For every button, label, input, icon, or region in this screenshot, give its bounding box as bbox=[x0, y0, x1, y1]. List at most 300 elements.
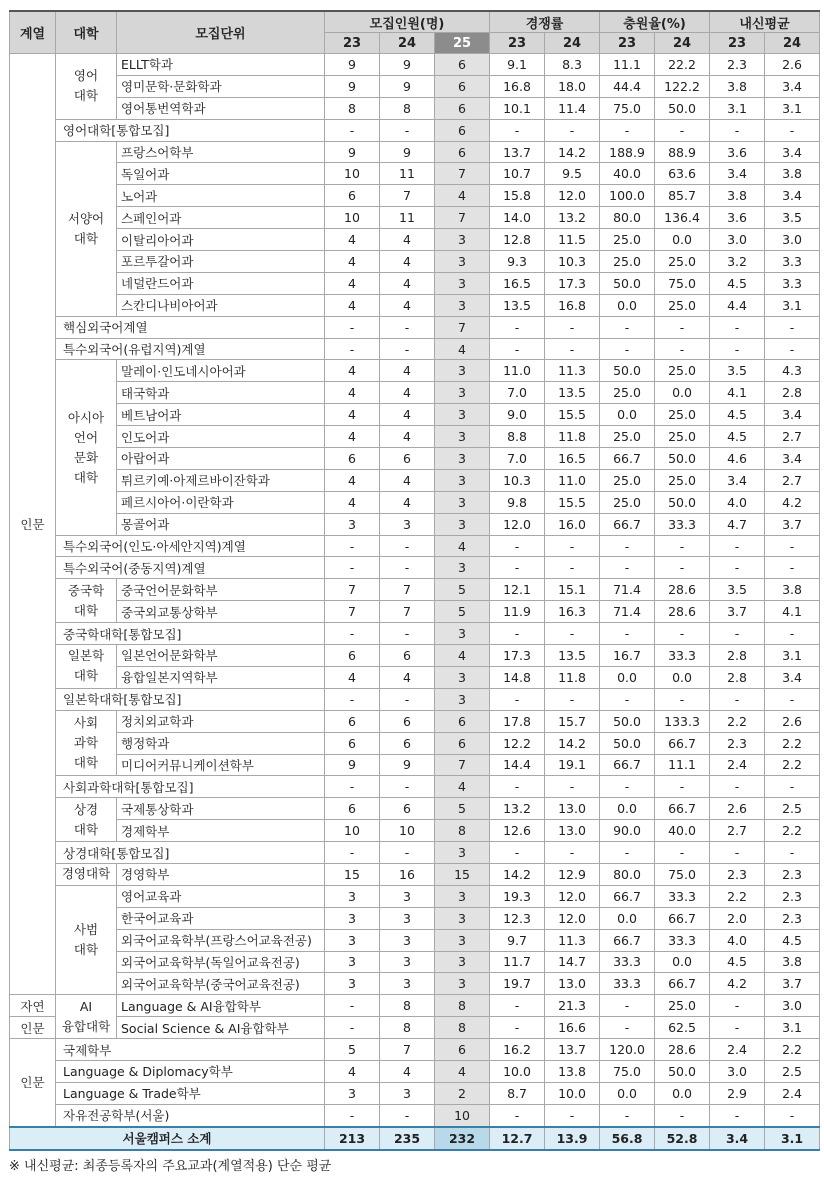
value-cell: 2.4 bbox=[765, 1082, 820, 1104]
table-row bbox=[10, 426, 820, 448]
value-cell: 4 bbox=[380, 251, 435, 273]
value-cell: 25.0 bbox=[600, 382, 655, 404]
value-cell: - bbox=[655, 338, 710, 360]
value-cell: 5 bbox=[435, 579, 490, 601]
value-cell: 25.0 bbox=[600, 229, 655, 251]
value-cell: 10 bbox=[325, 820, 380, 842]
table-row bbox=[10, 645, 820, 667]
unit-label: 이탈리아어과 bbox=[117, 229, 325, 251]
value-cell: 63.6 bbox=[655, 163, 710, 185]
total-value-cell: 3.1 bbox=[765, 1127, 820, 1150]
value-cell: 4 bbox=[325, 229, 380, 251]
value-cell: 50.0 bbox=[600, 732, 655, 754]
value-cell: - bbox=[325, 535, 380, 557]
value-cell: 9.1 bbox=[490, 54, 545, 76]
value-cell: 3 bbox=[435, 623, 490, 645]
value-cell: 4 bbox=[380, 426, 435, 448]
total-value-cell: 232 bbox=[435, 1127, 490, 1150]
value-cell: - bbox=[710, 119, 765, 141]
value-cell: 3 bbox=[435, 951, 490, 973]
value-cell: 7 bbox=[325, 601, 380, 623]
value-cell: 13.8 bbox=[545, 1060, 600, 1082]
value-cell: 3 bbox=[435, 973, 490, 995]
value-cell: 16.3 bbox=[545, 601, 600, 623]
value-cell: 28.6 bbox=[655, 1039, 710, 1061]
value-cell: 4.5 bbox=[710, 404, 765, 426]
value-cell: 4 bbox=[325, 272, 380, 294]
value-cell: 3 bbox=[325, 513, 380, 535]
value-cell: - bbox=[765, 535, 820, 557]
value-cell: 9.7 bbox=[490, 929, 545, 951]
college-cell: 일본학 대학 bbox=[56, 645, 117, 689]
value-cell: 4 bbox=[380, 1060, 435, 1082]
value-cell: - bbox=[490, 119, 545, 141]
unit-label: 특수외국어(중동지역)계열 bbox=[56, 557, 325, 579]
value-cell: 2.6 bbox=[765, 54, 820, 76]
value-cell: 3.4 bbox=[710, 469, 765, 491]
value-cell: 25.0 bbox=[655, 469, 710, 491]
value-cell: 10.0 bbox=[490, 1060, 545, 1082]
header-year-23: 23 bbox=[600, 33, 655, 54]
value-cell: 2.2 bbox=[765, 1039, 820, 1061]
value-cell: - bbox=[380, 623, 435, 645]
value-cell: 3.1 bbox=[765, 645, 820, 667]
footnote: ※ 내신평균: 최종등록자의 주요교과(계열적용) 단순 평균 bbox=[9, 1159, 332, 1174]
value-cell: 3 bbox=[435, 842, 490, 864]
value-cell: 15.8 bbox=[490, 185, 545, 207]
value-cell: 3.4 bbox=[765, 75, 820, 97]
value-cell: 18.0 bbox=[545, 75, 600, 97]
value-cell: - bbox=[490, 1017, 545, 1039]
value-cell: 3.4 bbox=[765, 185, 820, 207]
value-cell: 2.3 bbox=[765, 907, 820, 929]
value-cell: 19.1 bbox=[545, 754, 600, 776]
unit-label: 튀르키예·아제르바이잔학과 bbox=[117, 469, 325, 491]
value-cell: 66.7 bbox=[655, 973, 710, 995]
value-cell: 13.0 bbox=[545, 798, 600, 820]
value-cell: 5 bbox=[435, 601, 490, 623]
value-cell: - bbox=[490, 776, 545, 798]
unit-label: 태국학과 bbox=[117, 382, 325, 404]
value-cell: 2.6 bbox=[765, 710, 820, 732]
value-cell: 6 bbox=[380, 645, 435, 667]
value-cell: 4 bbox=[435, 338, 490, 360]
value-cell: 13.5 bbox=[545, 645, 600, 667]
value-cell: 3 bbox=[325, 907, 380, 929]
college-cell: AI 융합대학 bbox=[56, 995, 117, 1039]
admission-table-wrapper bbox=[9, 10, 819, 1151]
value-cell: - bbox=[490, 995, 545, 1017]
value-cell: 12.8 bbox=[490, 229, 545, 251]
value-cell: 66.7 bbox=[655, 732, 710, 754]
header-competition: 경쟁률 bbox=[490, 11, 600, 33]
value-cell: 15.7 bbox=[545, 710, 600, 732]
value-cell: - bbox=[655, 688, 710, 710]
value-cell: 2.3 bbox=[765, 863, 820, 885]
value-cell: 3.8 bbox=[765, 951, 820, 973]
header-year-24: 24 bbox=[765, 33, 820, 54]
value-cell: 17.3 bbox=[545, 272, 600, 294]
value-cell: 3 bbox=[435, 885, 490, 907]
value-cell: 4 bbox=[380, 491, 435, 513]
value-cell: 3.3 bbox=[765, 251, 820, 273]
value-cell: 3.8 bbox=[710, 185, 765, 207]
value-cell: 4 bbox=[435, 535, 490, 557]
value-cell: 4 bbox=[380, 382, 435, 404]
table-row bbox=[10, 754, 820, 776]
value-cell: 2.2 bbox=[765, 754, 820, 776]
value-cell: 9 bbox=[325, 54, 380, 76]
value-cell: 3.7 bbox=[710, 601, 765, 623]
value-cell: 3 bbox=[325, 951, 380, 973]
unit-label: 자유전공학부(서울) bbox=[56, 1104, 325, 1126]
value-cell: 12.0 bbox=[490, 513, 545, 535]
value-cell: - bbox=[545, 688, 600, 710]
value-cell: 3.6 bbox=[710, 207, 765, 229]
value-cell: 6 bbox=[380, 732, 435, 754]
value-cell: 4 bbox=[325, 404, 380, 426]
value-cell: 8 bbox=[435, 995, 490, 1017]
unit-label: 영어교육과 bbox=[117, 885, 325, 907]
value-cell: 2.7 bbox=[765, 469, 820, 491]
unit-label: 미디어커뮤니케이션학부 bbox=[117, 754, 325, 776]
value-cell: 6 bbox=[435, 710, 490, 732]
value-cell: 8 bbox=[435, 820, 490, 842]
value-cell: 7.0 bbox=[490, 382, 545, 404]
value-cell: 10.1 bbox=[490, 97, 545, 119]
unit-label: 중국언어문화학부 bbox=[117, 579, 325, 601]
value-cell: 120.0 bbox=[600, 1039, 655, 1061]
value-cell: 3.4 bbox=[765, 404, 820, 426]
unit-label: 네덜란드어과 bbox=[117, 272, 325, 294]
value-cell: 10 bbox=[435, 1104, 490, 1126]
value-cell: 25.0 bbox=[655, 360, 710, 382]
unit-label: 행정학과 bbox=[117, 732, 325, 754]
value-cell: 6 bbox=[435, 97, 490, 119]
value-cell: 90.0 bbox=[600, 820, 655, 842]
value-cell: 4.0 bbox=[710, 491, 765, 513]
value-cell: - bbox=[600, 995, 655, 1017]
value-cell: 50.0 bbox=[600, 360, 655, 382]
value-cell: - bbox=[600, 119, 655, 141]
value-cell: 15 bbox=[435, 863, 490, 885]
value-cell: 4 bbox=[435, 185, 490, 207]
value-cell: 28.6 bbox=[655, 579, 710, 601]
header-year-24: 24 bbox=[380, 33, 435, 54]
value-cell: 16.7 bbox=[600, 645, 655, 667]
value-cell: 188.9 bbox=[600, 141, 655, 163]
value-cell: 3 bbox=[435, 557, 490, 579]
value-cell: 3.5 bbox=[710, 579, 765, 601]
table-row bbox=[10, 251, 820, 273]
value-cell: 100.0 bbox=[600, 185, 655, 207]
value-cell: 10 bbox=[325, 207, 380, 229]
value-cell: 7 bbox=[380, 1039, 435, 1061]
value-cell: 19.3 bbox=[490, 885, 545, 907]
value-cell: 66.7 bbox=[600, 448, 655, 470]
table-row bbox=[10, 688, 820, 710]
value-cell: 4.1 bbox=[710, 382, 765, 404]
value-cell: 7 bbox=[380, 579, 435, 601]
value-cell: 13.5 bbox=[545, 382, 600, 404]
value-cell: 4 bbox=[325, 1060, 380, 1082]
table-row bbox=[10, 163, 820, 185]
header-year-24: 24 bbox=[655, 33, 710, 54]
value-cell: 11 bbox=[380, 207, 435, 229]
value-cell: 75.0 bbox=[600, 97, 655, 119]
value-cell: 3 bbox=[435, 360, 490, 382]
value-cell: - bbox=[710, 842, 765, 864]
value-cell: 2.2 bbox=[765, 820, 820, 842]
value-cell: 3.1 bbox=[765, 97, 820, 119]
value-cell: 3 bbox=[325, 929, 380, 951]
table-row bbox=[10, 1017, 820, 1039]
value-cell: 75.0 bbox=[655, 863, 710, 885]
value-cell: 2.4 bbox=[710, 1039, 765, 1061]
value-cell: 3 bbox=[435, 426, 490, 448]
value-cell: 4 bbox=[325, 382, 380, 404]
unit-label: 일본학대학[통합모집] bbox=[56, 688, 325, 710]
value-cell: 9 bbox=[380, 141, 435, 163]
value-cell: - bbox=[710, 776, 765, 798]
value-cell: 2.8 bbox=[765, 382, 820, 404]
value-cell: - bbox=[490, 688, 545, 710]
value-cell: 12.0 bbox=[545, 885, 600, 907]
unit-label: 영어통번역학과 bbox=[117, 97, 325, 119]
table-row bbox=[10, 1039, 820, 1061]
value-cell: 66.7 bbox=[600, 513, 655, 535]
value-cell: 16 bbox=[380, 863, 435, 885]
value-cell: 25.0 bbox=[655, 404, 710, 426]
value-cell: 3 bbox=[380, 973, 435, 995]
value-cell: 2.3 bbox=[710, 732, 765, 754]
table-row bbox=[10, 732, 820, 754]
value-cell: - bbox=[765, 842, 820, 864]
college-cell: 경영대학 bbox=[56, 863, 117, 885]
value-cell: 50.0 bbox=[600, 272, 655, 294]
value-cell: 0.0 bbox=[600, 404, 655, 426]
value-cell: 136.4 bbox=[655, 207, 710, 229]
value-cell: 9 bbox=[325, 754, 380, 776]
value-cell: 19.7 bbox=[490, 973, 545, 995]
value-cell: - bbox=[710, 338, 765, 360]
category-cell: 자연 bbox=[10, 995, 56, 1017]
value-cell: - bbox=[325, 995, 380, 1017]
unit-label: 외국어교육학부(프랑스어교육전공) bbox=[117, 929, 325, 951]
value-cell: - bbox=[325, 688, 380, 710]
value-cell: 3.4 bbox=[710, 163, 765, 185]
value-cell: 3 bbox=[325, 1082, 380, 1104]
value-cell: 4.6 bbox=[710, 448, 765, 470]
total-value-cell: 213 bbox=[325, 1127, 380, 1150]
college-cell: 사범 대학 bbox=[56, 885, 117, 994]
value-cell: 4 bbox=[380, 404, 435, 426]
value-cell: 11.8 bbox=[545, 666, 600, 688]
table-row bbox=[10, 491, 820, 513]
value-cell: 12.0 bbox=[545, 907, 600, 929]
value-cell: - bbox=[710, 557, 765, 579]
value-cell: 3.7 bbox=[765, 513, 820, 535]
value-cell: - bbox=[600, 1017, 655, 1039]
unit-label: 외국어교육학부(독일어교육전공) bbox=[117, 951, 325, 973]
value-cell: 5 bbox=[435, 798, 490, 820]
value-cell: 50.0 bbox=[655, 448, 710, 470]
value-cell: 6 bbox=[325, 710, 380, 732]
value-cell: 85.7 bbox=[655, 185, 710, 207]
unit-label: Language & Diplomacy학부 bbox=[56, 1060, 325, 1082]
value-cell: 8.7 bbox=[490, 1082, 545, 1104]
value-cell: 33.3 bbox=[655, 645, 710, 667]
value-cell: 7 bbox=[435, 316, 490, 338]
value-cell: 50.0 bbox=[655, 97, 710, 119]
value-cell: - bbox=[710, 688, 765, 710]
value-cell: 25.0 bbox=[655, 995, 710, 1017]
unit-label: 인도어과 bbox=[117, 426, 325, 448]
value-cell: 6 bbox=[325, 448, 380, 470]
value-cell: 3 bbox=[435, 251, 490, 273]
value-cell: 33.3 bbox=[655, 513, 710, 535]
value-cell: 3 bbox=[380, 907, 435, 929]
college-cell: 영어 대학 bbox=[56, 54, 117, 120]
value-cell: 9.5 bbox=[545, 163, 600, 185]
value-cell: 15.5 bbox=[545, 404, 600, 426]
value-cell: 3 bbox=[435, 404, 490, 426]
table-row bbox=[10, 842, 820, 864]
value-cell: 12.1 bbox=[490, 579, 545, 601]
value-cell: 4.5 bbox=[710, 426, 765, 448]
unit-label: 중국외교통상학부 bbox=[117, 601, 325, 623]
value-cell: 16.0 bbox=[545, 513, 600, 535]
value-cell: - bbox=[600, 557, 655, 579]
value-cell: 14.7 bbox=[545, 951, 600, 973]
value-cell: 11.4 bbox=[545, 97, 600, 119]
unit-label: 영어대학[통합모집] bbox=[56, 119, 325, 141]
value-cell: 8 bbox=[380, 995, 435, 1017]
value-cell: 8 bbox=[435, 1017, 490, 1039]
value-cell: - bbox=[765, 1104, 820, 1126]
header-year-24: 24 bbox=[545, 33, 600, 54]
table-row bbox=[10, 995, 820, 1017]
value-cell: 4.5 bbox=[710, 951, 765, 973]
value-cell: 4 bbox=[380, 360, 435, 382]
value-cell: 122.2 bbox=[655, 75, 710, 97]
value-cell: 11.7 bbox=[490, 951, 545, 973]
value-cell: - bbox=[765, 623, 820, 645]
value-cell: - bbox=[545, 316, 600, 338]
value-cell: 0.0 bbox=[655, 382, 710, 404]
value-cell: 16.8 bbox=[545, 294, 600, 316]
value-cell: 6 bbox=[435, 141, 490, 163]
value-cell: 9 bbox=[380, 54, 435, 76]
value-cell: - bbox=[490, 842, 545, 864]
college-cell: 상경 대학 bbox=[56, 798, 117, 842]
value-cell: 0.0 bbox=[655, 229, 710, 251]
unit-label: 일본언어문화학부 bbox=[117, 645, 325, 667]
value-cell: 12.3 bbox=[490, 907, 545, 929]
value-cell: 9.8 bbox=[490, 491, 545, 513]
value-cell: 3.0 bbox=[710, 229, 765, 251]
value-cell: 7 bbox=[435, 754, 490, 776]
unit-label: 아랍어과 bbox=[117, 448, 325, 470]
value-cell: 80.0 bbox=[600, 207, 655, 229]
college-cell: 사회 과학 대학 bbox=[56, 710, 117, 776]
value-cell: 4.3 bbox=[765, 360, 820, 382]
value-cell: 3 bbox=[435, 382, 490, 404]
table-row bbox=[10, 360, 820, 382]
value-cell: 4 bbox=[380, 272, 435, 294]
value-cell: 7 bbox=[380, 601, 435, 623]
unit-label: 말레이·인도네시아어과 bbox=[117, 360, 325, 382]
unit-label: 사회과학대학[통합모집] bbox=[56, 776, 325, 798]
unit-label: 한국어교육과 bbox=[117, 907, 325, 929]
value-cell: - bbox=[325, 557, 380, 579]
value-cell: 4.4 bbox=[710, 294, 765, 316]
total-value-cell: 13.9 bbox=[545, 1127, 600, 1150]
value-cell: 10 bbox=[380, 820, 435, 842]
value-cell: - bbox=[545, 623, 600, 645]
header-gpa: 내신평균 bbox=[710, 11, 820, 33]
value-cell: - bbox=[325, 623, 380, 645]
value-cell: - bbox=[325, 1017, 380, 1039]
value-cell: 7 bbox=[380, 185, 435, 207]
value-cell: 66.7 bbox=[600, 754, 655, 776]
value-cell: - bbox=[655, 623, 710, 645]
value-cell: 0.0 bbox=[655, 666, 710, 688]
value-cell: 0.0 bbox=[600, 798, 655, 820]
value-cell: 11.5 bbox=[545, 229, 600, 251]
value-cell: 3 bbox=[435, 688, 490, 710]
value-cell: 0.0 bbox=[600, 666, 655, 688]
value-cell: 16.2 bbox=[490, 1039, 545, 1061]
value-cell: - bbox=[655, 842, 710, 864]
value-cell: 25.0 bbox=[655, 426, 710, 448]
value-cell: 2.3 bbox=[710, 863, 765, 885]
value-cell: - bbox=[600, 535, 655, 557]
value-cell: 17.3 bbox=[490, 645, 545, 667]
value-cell: 25.0 bbox=[600, 491, 655, 513]
table-row bbox=[10, 75, 820, 97]
value-cell: 0.0 bbox=[655, 951, 710, 973]
value-cell: 25.0 bbox=[655, 251, 710, 273]
table-row bbox=[10, 1104, 820, 1126]
total-value-cell: 56.8 bbox=[600, 1127, 655, 1150]
value-cell: 3 bbox=[380, 1082, 435, 1104]
value-cell: 3 bbox=[325, 973, 380, 995]
value-cell: 11.8 bbox=[545, 426, 600, 448]
value-cell: 10.3 bbox=[545, 251, 600, 273]
value-cell: 4.5 bbox=[710, 272, 765, 294]
college-cell: 서양어 대학 bbox=[56, 141, 117, 316]
value-cell: - bbox=[600, 688, 655, 710]
value-cell: 13.0 bbox=[545, 973, 600, 995]
total-value-cell: 12.7 bbox=[490, 1127, 545, 1150]
value-cell: 14.0 bbox=[490, 207, 545, 229]
value-cell: - bbox=[545, 776, 600, 798]
table-row bbox=[10, 404, 820, 426]
value-cell: 3.8 bbox=[765, 579, 820, 601]
category-cell: 인문 bbox=[10, 1017, 56, 1039]
value-cell: 4 bbox=[435, 645, 490, 667]
value-cell: 15 bbox=[325, 863, 380, 885]
value-cell: - bbox=[490, 557, 545, 579]
value-cell: - bbox=[765, 776, 820, 798]
category-cell: 인문 bbox=[10, 1039, 56, 1127]
value-cell: 4 bbox=[380, 294, 435, 316]
value-cell: 71.4 bbox=[600, 601, 655, 623]
table-row bbox=[10, 513, 820, 535]
value-cell: 2.7 bbox=[710, 820, 765, 842]
unit-label: Social Science & AI융합학부 bbox=[117, 1017, 325, 1039]
